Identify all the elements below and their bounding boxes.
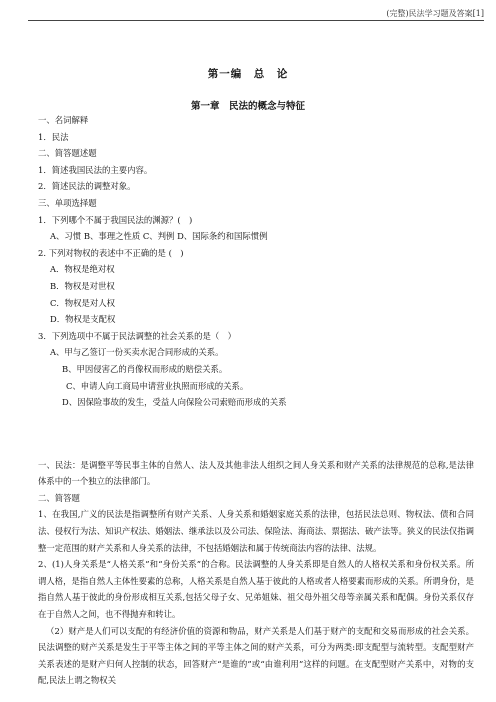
chapter-title: 第一章 民法的概念与特征: [190, 101, 305, 112]
answer-paragraph: 1、在我国,广义的民法是指调整所有财产关系、人身关系和婚姻家庭关系的法律，包括民法总则、物权法、债和合同法、侵权行为法、知识产权法、婚姻法、继承法以及公司法、保险法、海商法、票据法、破产法等。狭义的民法仅指调整一定范围的财产关系和人身关系的法律，不包括婚姻法和属于传统商法内容的法律、法规。: [38, 509, 474, 553]
question-item: 1．简述我国民法的主要内容。: [38, 164, 153, 175]
page-header: (完整)民法学习题及答案[1]: [386, 9, 484, 18]
header-divider: [28, 20, 484, 21]
question-item: 3．下列选项中不属于民法调整的社会关系的是（ ）: [38, 330, 236, 341]
option-a: A、甲与乙签订一份买卖水泥合同形成的关系。: [50, 347, 224, 358]
option-c: C．物权是对人权: [50, 297, 116, 308]
section-heading: 三、单项选择题: [38, 197, 97, 208]
option-a: A．物权是绝对权: [50, 264, 115, 275]
question-item: 1．下列哪个不属于我国民法的渊源？( ): [38, 214, 193, 225]
answer-paragraph: 2、(1)人身关系是“人格关系”和“身份关系”的合称。民法调整的人身关系即是自然人的人格权关系和身份权关系。所谓人格，是指自然人主体性要素的总称，人格关系是自然人基于彼此的人格或者人格要素而形成的关系。所谓身份，是指自然人基于彼此的身份形成相互关系,包括父母子女、兄弟姐妹、祖父母外祖父母等亲属关系和配偶。身份关系仅存在于自然人之间，也不得抛弃和转让。: [38, 559, 474, 620]
answer-paragraph: 一、民法：是调整平等民事主体的自然人、法人及其他非法人组织之间人身关系和财产关系的法律规范的总称,是法律体系中的一个独立的法律部门。: [38, 459, 474, 487]
answer-paragraph: （2）财产是人们可以支配的有经济价值的资源和物品，财产关系是人们基于财产的支配和交易而形成的社会关系。民法调整的财产关系是发生于平等主体之间的平等主体之间的财产关系，可分为两类:即支配型与流转型。支配型财产关系表述的是财产归何人控制的状态，回答财产“是谁的”或“由谁利用”这样的问题。在支配型财产关系中，对物的支配,民法上谓之物权关: [38, 625, 474, 686]
part-title: 第一编 总 论: [207, 68, 289, 80]
option-d: D、因保险事故的发生，受益人向保险公司索赔而形成的关系: [62, 397, 287, 408]
option-c: C、申请人向工商局申请营业执照而形成的关系。: [66, 380, 249, 391]
section-heading: 二、简答题: [38, 492, 80, 503]
section-heading: 二、简答题述题: [38, 148, 97, 159]
question-item: 1．民法: [38, 131, 69, 142]
question-options: A、习惯 B、事理之性质 C、判例 D、国际条约和国际惯例: [50, 231, 268, 242]
question-item: 2. 下列对物权的表述中不正确的是 ( ): [38, 247, 184, 258]
document-body: [38, 112, 474, 689]
option-b: B、甲因侵害乙的肖像权而形成的赔偿关系。: [62, 363, 228, 374]
option-b: B．物权是对世权: [50, 280, 115, 291]
spacer: [38, 411, 474, 457]
question-item: 2．简述民法的调整对象。: [38, 181, 136, 192]
option-d: D．物权是支配权: [50, 314, 116, 325]
section-heading: 一、名词解释: [38, 115, 89, 125]
